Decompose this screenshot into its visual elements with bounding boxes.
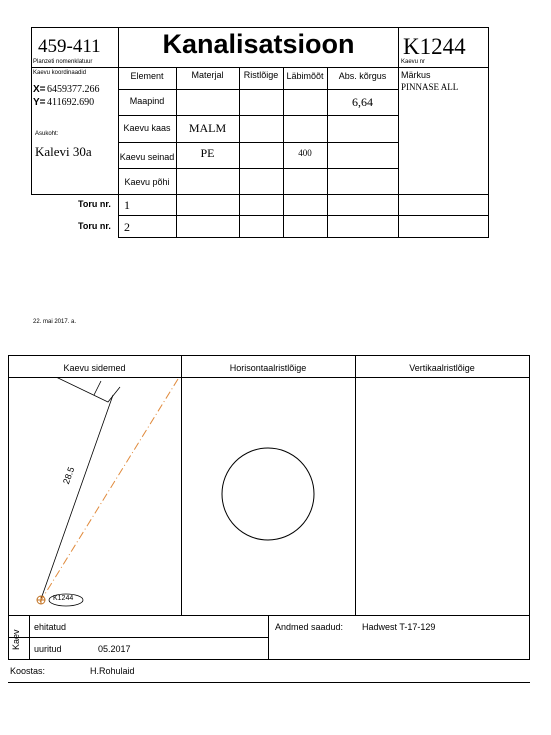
building-outline xyxy=(56,377,120,402)
header-cross-section: Ristlõige xyxy=(243,70,279,80)
row-label-kaevu-seinad: Kaevu seinad xyxy=(119,152,175,162)
header-diameter: Läbimõõt xyxy=(286,71,324,81)
x-label: X= xyxy=(33,84,46,95)
address: Kalevi 30a xyxy=(35,144,92,159)
notes-header: Märkus xyxy=(401,70,431,80)
notes-value: PINNASE ALL xyxy=(401,82,459,92)
pipe-1-number: 1 xyxy=(124,198,130,212)
well-circle-icon xyxy=(222,448,314,540)
kaevu-seinad-material: PE xyxy=(200,146,215,160)
well-ties-sketch xyxy=(8,377,181,615)
sheet-number-label: Planzeti nomenklatuur xyxy=(33,59,93,65)
well-number-label: Kaevu nr xyxy=(401,59,426,65)
data-source-label: Andmed saadud: xyxy=(275,622,344,632)
header-abs-height: Abs. kõrgus xyxy=(338,71,387,81)
header-element: Element xyxy=(130,71,164,81)
sheet-number: 459-411 xyxy=(38,36,101,57)
well-number: K1244 xyxy=(403,34,466,59)
col-title-sidemed: Kaevu sidemed xyxy=(63,363,126,373)
footer-side-label: Kaev xyxy=(11,629,21,650)
kaevu-seinad-diameter: 400 xyxy=(298,148,312,158)
row-label-kaevu-kaas: Kaevu kaas xyxy=(123,123,171,133)
col-title-vertical: Vertikaalristlõige xyxy=(409,363,475,373)
surveyed-label: uuritud xyxy=(34,644,62,654)
horizontal-section-drawing xyxy=(181,377,355,615)
kaevu-kaas-material: MALM xyxy=(188,121,227,135)
pipe-2-label: Toru nr. xyxy=(78,221,111,231)
author-label: Koostas: xyxy=(10,666,46,676)
sewer-pipe-line xyxy=(40,379,178,602)
data-source-value: Hadwest T-17-129 xyxy=(362,622,436,632)
tie-line xyxy=(41,395,113,599)
address-label: Asukoht: xyxy=(35,131,59,137)
x-coordinate: 6459377.266 xyxy=(47,84,100,95)
maapind-abs-height: 6,64 xyxy=(352,95,373,109)
surveyed-date: 05.2017 xyxy=(98,644,131,654)
coords-label: Kaevu koordinaadid xyxy=(33,70,87,76)
tie-distance-label: 28.5 xyxy=(61,465,77,486)
document-date: 22. mai 2017. a. xyxy=(33,319,77,325)
page-title: Kanalisatsioon xyxy=(162,29,355,59)
col-title-horizontal: Horisontaalristlõige xyxy=(229,363,307,373)
row-label-kaevu-pohi: Kaevu põhi xyxy=(124,177,170,187)
header-material: Materjal xyxy=(191,70,224,80)
built-label: ehitatud xyxy=(34,622,67,632)
pipe-2-number: 2 xyxy=(124,220,130,234)
building-wall xyxy=(94,381,101,395)
row-label-maapind: Maapind xyxy=(129,96,165,106)
y-label: Y= xyxy=(33,97,46,108)
y-coordinate: 411692.690 xyxy=(47,97,95,108)
well-tag-label: K1244 xyxy=(53,595,74,602)
author-name: H.Rohulaid xyxy=(90,666,135,676)
pipe-1-label: Toru nr. xyxy=(78,199,111,209)
